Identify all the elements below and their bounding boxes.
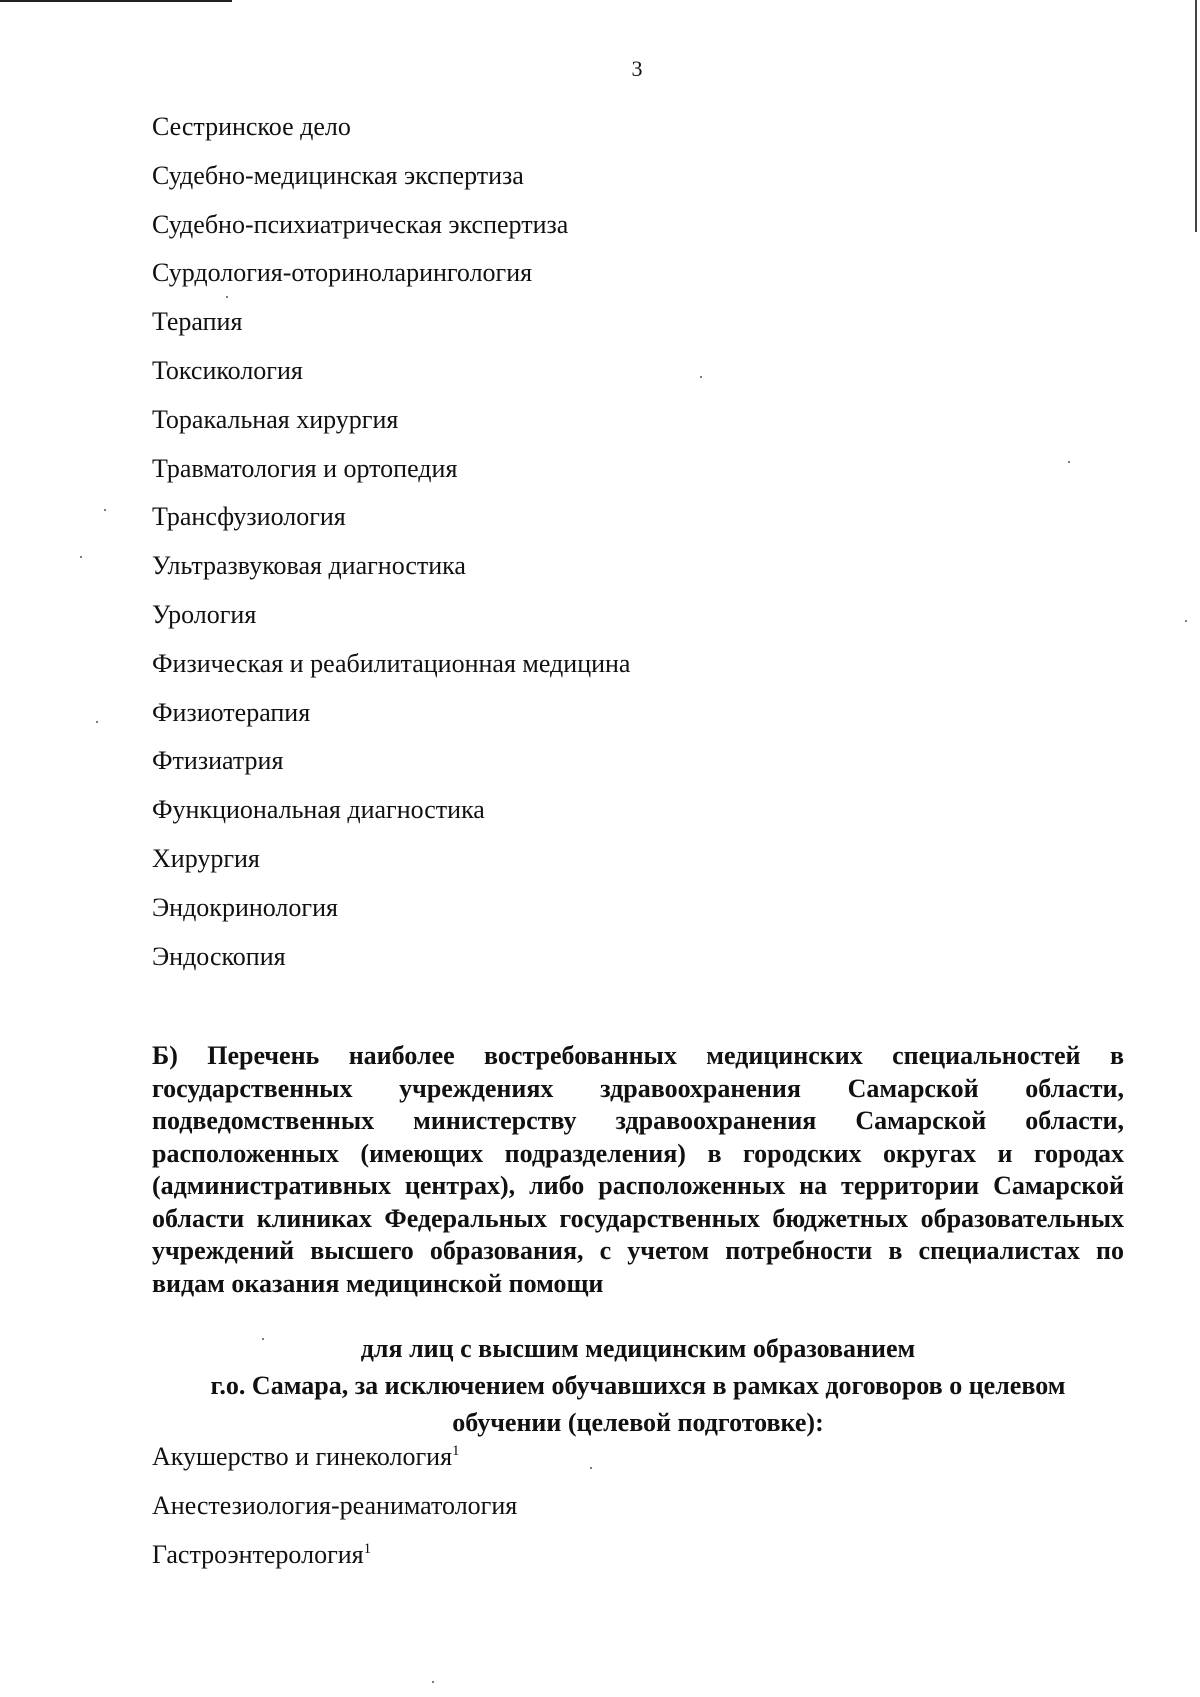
list-item: Физическая и реабилитационная медицина bbox=[152, 648, 631, 678]
scan-speck bbox=[1068, 461, 1070, 463]
list-item: Функциональная диагностика bbox=[152, 795, 485, 825]
list-item: Фтизиатрия bbox=[152, 746, 284, 776]
scan-speck bbox=[96, 721, 98, 723]
subheading-line: г.о. Самара, за исключением обучавшихся в рамках договоров о целевом bbox=[210, 1371, 1066, 1400]
scan-speck bbox=[80, 556, 82, 558]
scan-speck bbox=[590, 1467, 592, 1469]
scan-edge-line-top bbox=[0, 0, 232, 2]
scan-speck bbox=[104, 509, 106, 511]
footnote-marker: 1 bbox=[452, 1443, 460, 1459]
scan-speck bbox=[432, 1681, 434, 1683]
footnote-marker: 1 bbox=[363, 1540, 372, 1557]
list-item: Сестринское дело bbox=[152, 112, 351, 141]
list-item: Токсикология bbox=[152, 355, 303, 385]
list-item-label: Акушерство и гинекология bbox=[152, 1442, 453, 1471]
page-number: 3 bbox=[631, 56, 643, 81]
list-item: Урология bbox=[152, 599, 257, 629]
scan-speck bbox=[1185, 620, 1187, 622]
list-item: Эндоскопия bbox=[152, 941, 286, 971]
list-item bbox=[152, 1440, 517, 1489]
list-item: Физиотерапия bbox=[152, 697, 311, 727]
section-b-subheading bbox=[152, 1330, 1124, 1441]
subheading-line: обучении (целевой подготовке): bbox=[452, 1408, 824, 1437]
list-item: Сурдология-оториноларингология bbox=[152, 258, 533, 288]
list-item: Трансфузиология bbox=[152, 502, 346, 532]
list-item: Судебно-психиатрическая экспертиза bbox=[152, 209, 569, 239]
section-b-heading: Б) Перечень наиболее востребованных медицинских специальностей в государственных учреждениях здравоохранения Самарской области, подведомственных министерству здравоохранения Самарской области, расположенных (имеющих подразделения) в городских округах и городах (административных центрах), либо расположенных на территории Самарской области клиниках Федеральных государственных бюджетных образовательных учреждений высшего образования, с учетом потребности в специалистах по видам оказания медицинской помощи bbox=[152, 1041, 1124, 1298]
specialties-list bbox=[152, 110, 630, 988]
list-item: Судебно-медицинская экспертиза bbox=[152, 160, 524, 190]
list-item-label: Анестезиология-реаниматология bbox=[152, 1490, 518, 1520]
list-item-label: Гастроэнтерология bbox=[152, 1539, 364, 1569]
list-item: Терапия bbox=[152, 307, 243, 337]
list-item: Хирургия bbox=[152, 843, 260, 873]
list-item: Травматология и ортопедия bbox=[152, 453, 458, 483]
scan-speck bbox=[700, 376, 702, 378]
section-b-specialties-list bbox=[152, 1440, 517, 1586]
scan-edge-line-right bbox=[1195, 0, 1197, 232]
subheading-line: для лиц с высшим медицинским образованием bbox=[360, 1334, 916, 1363]
list-item: Ультразвуковая диагностика bbox=[152, 551, 466, 581]
list-item: Эндокринология bbox=[152, 892, 338, 922]
list-item bbox=[152, 1538, 517, 1587]
list-item bbox=[152, 1489, 517, 1538]
list-item: Торакальная хирургия bbox=[152, 404, 399, 434]
